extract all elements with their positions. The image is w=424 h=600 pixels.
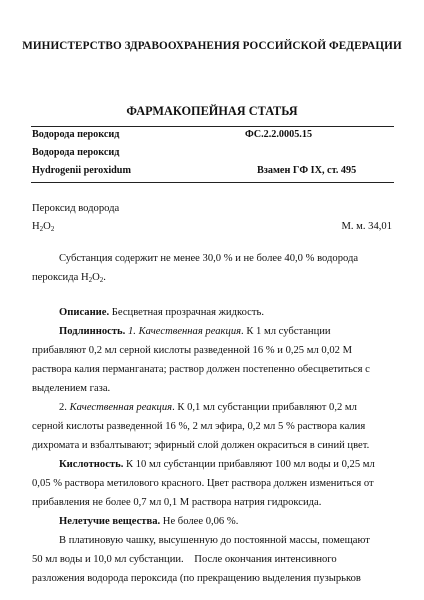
name-latin: Hydrogenii peroxidum — [32, 165, 131, 176]
nonvolatile-section: Нелетучие вещества. Не более 0,06 %. — [59, 516, 239, 527]
table-bottom-rule — [31, 182, 394, 183]
residue-line3: разложения водорода пероксида (по прекращению выделения пузырьков — [32, 573, 361, 584]
identity-2-line3: дихромата и взбалтывают; эфирный слой должен окраситься в синий цвет. — [32, 440, 370, 451]
acidity-line1: Кислотность. К 10 мл субстанции прибавляют 100 мл воды и 0,25 мл — [59, 459, 375, 470]
content-paragraph-line2: пероксида $H_2O_2$. — [32, 272, 106, 284]
residue-line1: В платиновую чашку, высушенную до постоянной массы, помещают — [59, 535, 370, 546]
chemical-formula: $H_2O_2$ — [32, 221, 55, 233]
name-ru: Водорода пероксид — [32, 129, 120, 140]
identity-1-line3: раствора калия перманганата; раствор должен постепенно обесцветиться с — [32, 364, 370, 375]
content-paragraph: Субстанция содержит не менее 30,0 % и не более 40,0 % водорода — [59, 253, 359, 264]
residue-line2: 50 мл воды и 10,0 мл субстанции. После окончания интенсивного — [32, 554, 337, 565]
description-section: Описание. Бесцветная прозрачная жидкость. — [59, 307, 264, 318]
acidity-line3: прибавления не более 0,7 мл 0,1 М раствора натрия гидроксида. — [32, 497, 322, 508]
article-code: ФС.2.2.0005.15 — [245, 129, 313, 140]
table-top-rule — [31, 126, 394, 127]
chemical-name: Пероксид водорода — [32, 203, 120, 214]
identity-1-line4: выделением газа. — [32, 383, 111, 394]
article-title: ФАРМАКОПЕЙНАЯ СТАТЬЯ — [126, 104, 298, 118]
acidity-line2: 0,05 % раствора метилового красного. Цвет раствора должен измениться от — [32, 478, 374, 489]
identity-2-line1: 2. Качественная реакция. К 0,1 мл субстанции прибавляют 0,2 мл — [59, 402, 357, 413]
identity-2-line2: серной кислоты разведенной 16 %, 2 мл эфира, 0,2 мл 5 % раствора калия — [32, 421, 366, 432]
replaces-note: Взамен ГФ IX, ст. 495 — [257, 165, 357, 176]
ministry-heading: МИНИСТЕРСТВО ЗДРАВООХРАНЕНИЯ РОССИЙСКОЙ ФЕДЕРАЦИИ — [22, 40, 402, 52]
molar-mass: М. м. 34,01 — [341, 221, 392, 232]
name-ru-2: Водорода пероксид — [32, 147, 120, 158]
identity-1-line2: прибавляют 0,2 мл серной кислоты разведенной 16 % и 0,25 мл 0,02 М — [32, 345, 353, 356]
identity-1-line1: Подлинность. 1. Качественная реакция. К 1 мл субстанции — [59, 326, 331, 337]
